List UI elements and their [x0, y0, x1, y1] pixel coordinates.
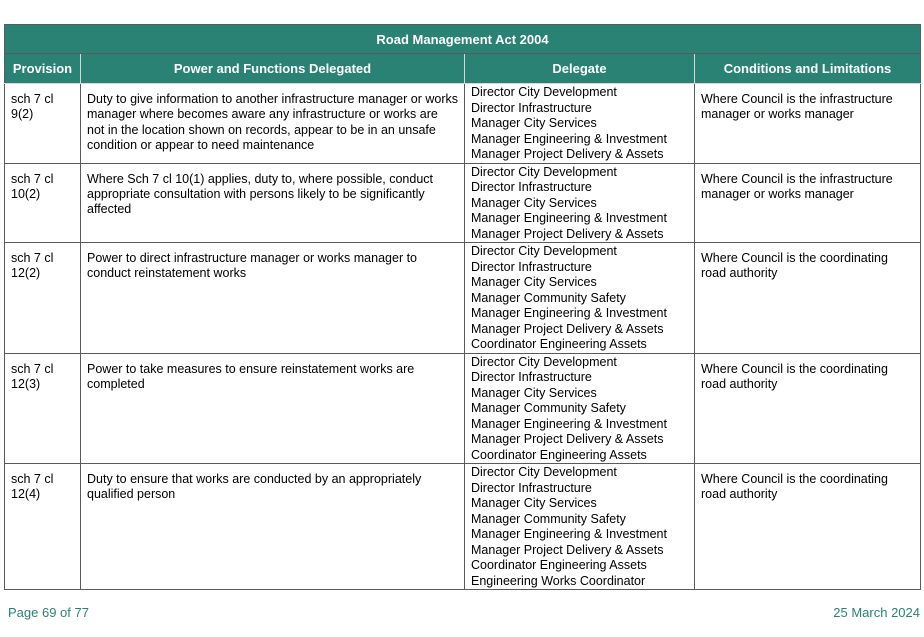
delegate-cell	[465, 243, 695, 354]
header-delegate: Delegate	[465, 54, 695, 84]
delegate-item: Manager Community Safety	[471, 290, 626, 305]
delegate-item: Director Infrastructure	[471, 180, 592, 194]
delegate-item: Director City Development	[471, 85, 617, 99]
power-cell: Where Sch 7 cl 10(1) applies, duty to, where possible, conduct appropriate consultation with persons likely to be significantly affected	[81, 163, 465, 243]
conditions-cell: Where Council is the infrastructure manager or works manager	[695, 163, 921, 243]
table-row	[5, 353, 921, 464]
table-header-row	[5, 54, 921, 84]
delegate-item: Manager City Services	[471, 385, 597, 400]
delegate-item: Manager City Services	[471, 275, 597, 289]
delegate-cell	[465, 464, 695, 590]
delegate-item: Manager Project Delivery & Assets	[471, 147, 664, 161]
delegate-item: Director City Development	[471, 465, 617, 479]
header-conditions: Conditions and Limitations	[695, 54, 921, 84]
delegate-item: Director Infrastructure	[471, 480, 592, 495]
delegate-item: Manager Engineering & Investment	[471, 131, 667, 146]
conditions-cell: Where Council is the infrastructure manager or works manager	[695, 84, 921, 164]
power-cell: Power to take measures to ensure reinstatement works are completed	[81, 353, 465, 464]
delegate-item: Manager Project Delivery & Assets	[471, 432, 664, 446]
provision-cell: sch 7 cl 9(2)	[5, 84, 81, 164]
delegate-item: Manager Engineering & Investment	[471, 306, 667, 320]
power-cell: Duty to give information to another infrastructure manager or works manager where becomes aware any infrastructure or works are not in the location shown on records, appear to be in an unsafe condition or appear to need maintenance	[81, 84, 465, 164]
power-cell: Power to direct infrastructure manager or works manager to conduct reinstatement works	[81, 243, 465, 354]
delegate-item: Director City Development	[471, 244, 617, 258]
table-row	[5, 84, 921, 164]
delegate-item: Manager City Services	[471, 195, 597, 210]
delegate-item: Manager City Services	[471, 116, 597, 130]
delegation-table	[4, 24, 921, 590]
provision-cell: sch 7 cl 12(3)	[5, 353, 81, 464]
header-power: Power and Functions Delegated	[81, 54, 465, 84]
delegate-item: Director City Development	[471, 354, 617, 369]
table-row	[5, 163, 921, 243]
delegate-item: Manager Engineering & Investment	[471, 211, 667, 225]
delegate-item: Coordinator Engineering Assets	[471, 337, 647, 351]
delegate-item: Manager Project Delivery & Assets	[471, 321, 664, 336]
provision-cell: sch 7 cl 12(2)	[5, 243, 81, 354]
delegate-item: Manager Community Safety	[471, 511, 626, 526]
conditions-cell: Where Council is the coordinating road authority	[695, 353, 921, 464]
delegate-cell	[465, 84, 695, 164]
delegate-cell	[465, 353, 695, 464]
power-cell: Duty to ensure that works are conducted by an appropriately qualified person	[81, 464, 465, 590]
delegate-item: Manager Community Safety	[471, 401, 626, 415]
provision-cell: sch 7 cl 10(2)	[5, 163, 81, 243]
header-provision: Provision	[5, 54, 81, 84]
delegate-item: Manager Project Delivery & Assets	[471, 226, 664, 241]
table-row	[5, 464, 921, 590]
delegate-item: Manager Engineering & Investment	[471, 416, 667, 431]
delegate-item: Director Infrastructure	[471, 259, 592, 274]
table-row	[5, 243, 921, 354]
delegate-item: Manager City Services	[471, 496, 597, 510]
delegate-item: Manager Project Delivery & Assets	[471, 542, 664, 557]
delegate-item: Engineering Works Coordinator	[471, 573, 646, 588]
delegate-item: Director Infrastructure	[471, 100, 592, 115]
table-title-row	[5, 25, 921, 54]
page-number: Page 69 of 77	[8, 605, 89, 620]
conditions-cell: Where Council is the coordinating road authority	[695, 243, 921, 354]
delegate-item: Manager Engineering & Investment	[471, 527, 667, 541]
conditions-cell: Where Council is the coordinating road authority	[695, 464, 921, 590]
delegate-item: Director City Development	[471, 164, 617, 179]
delegate-cell	[465, 163, 695, 243]
document-date: 25 March 2024	[833, 605, 920, 620]
provision-cell: sch 7 cl 12(4)	[5, 464, 81, 590]
delegate-item: Director Infrastructure	[471, 370, 592, 384]
delegate-item: Coordinator Engineering Assets	[471, 447, 647, 462]
table-title: Road Management Act 2004	[5, 25, 921, 54]
delegate-item: Coordinator Engineering Assets	[471, 558, 647, 572]
